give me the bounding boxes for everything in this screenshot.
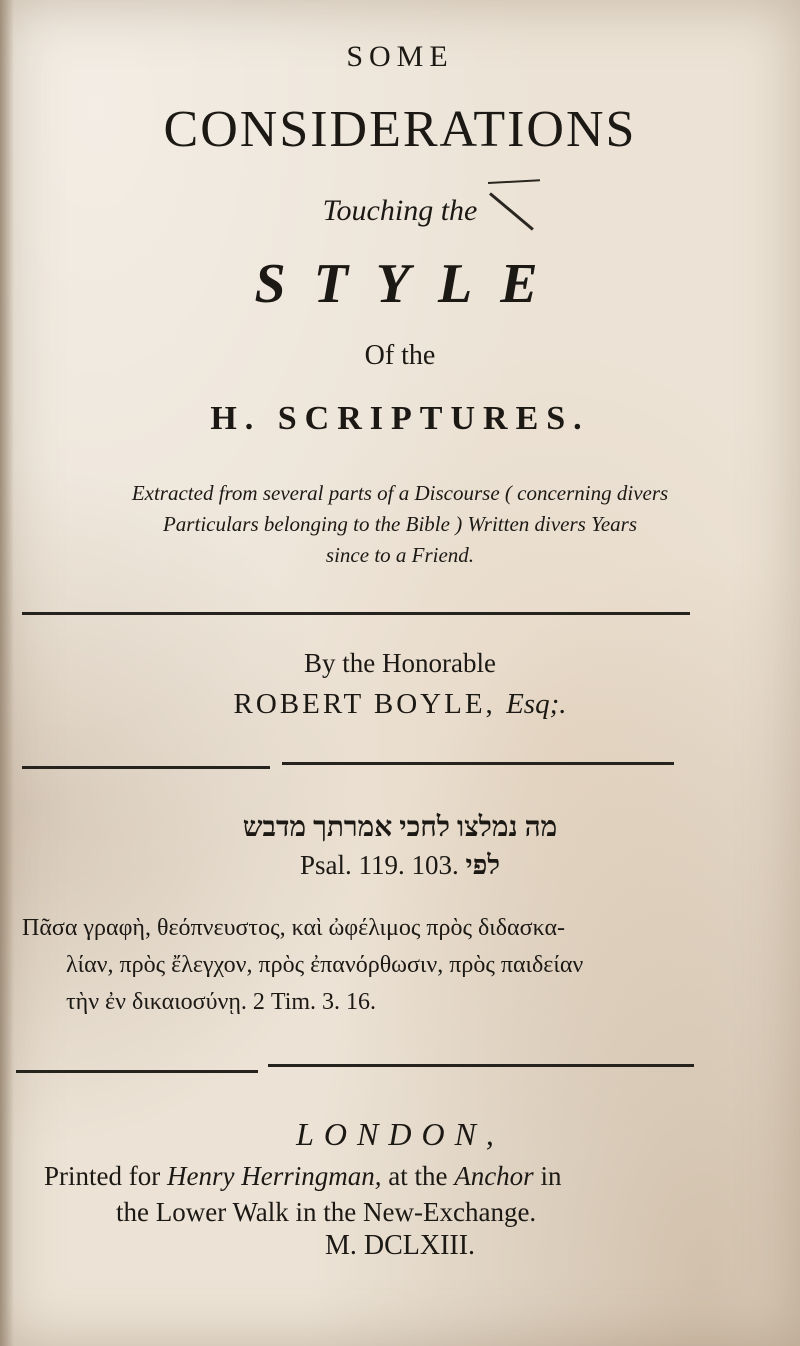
imprint-line-1 <box>44 1158 684 1194</box>
rule-divider <box>22 612 690 615</box>
psalm-reference: Psal. 119. 103. <box>300 850 459 880</box>
imprint-in: in <box>540 1161 562 1191</box>
greek-line-2: λίαν, πρὸς ἔλεγχον, πρὸς ἐπανόρθωσιν, πρὸς παιδείαν <box>66 952 584 978</box>
imprint-line-2: the Lower Walk in the New-Exchange. <box>116 1197 537 1227</box>
title-touching-the: Touching the <box>322 194 478 227</box>
author-suffix: Esq;. <box>506 688 567 720</box>
title-considerations: CONSIDERATIONS <box>163 101 637 158</box>
subtitle-line-2: Particulars belonging to the Bible ) Written divers Years <box>162 512 638 536</box>
hebrew-end-word: לפי <box>465 850 500 880</box>
imprint-at-the: at the <box>388 1161 448 1191</box>
ink-mark <box>488 179 540 184</box>
greek-line-1: Πᾶσα γραφὴ, θεόπνευστος, καὶ ὠφέλιμος πρὸς διδασκα- <box>22 915 566 941</box>
greek-epigraph <box>22 910 694 1021</box>
psalm-citation-line <box>0 850 800 881</box>
title-scriptures: H. SCRIPTURES. <box>210 400 590 437</box>
rule-divider <box>22 766 270 769</box>
greek-line-3-text: τὴν ἐν δικαιοσύνῃ. <box>66 989 247 1015</box>
tim-reference: 2 Tim. 3. 16. <box>252 989 377 1015</box>
imprint-printed-for: Printed for <box>44 1161 161 1191</box>
subtitle-line-1: Extracted from several parts of a Discourse ( concerning divers <box>131 481 669 505</box>
imprint-printer: Henry Herringman, <box>166 1161 382 1191</box>
rule-divider <box>16 1070 258 1073</box>
imprint-city: LONDON, <box>296 1116 504 1152</box>
imprint-lines <box>44 1158 684 1230</box>
author-name: ROBERT BOYLE, <box>233 688 496 720</box>
subtitle-line-3: since to a Friend. <box>325 543 475 567</box>
title-some: SOME <box>346 40 454 73</box>
hebrew-epigraph: מה נמלצו לחכי אמרתך מדבש <box>242 812 558 843</box>
greek-line-3 <box>22 984 694 1021</box>
title-style: STYLE <box>254 253 566 315</box>
subtitle-extract <box>0 478 800 571</box>
author-line <box>0 688 800 721</box>
imprint-sign: Anchor <box>454 1161 534 1191</box>
imprint-date: M. DCLXIII. <box>324 1230 476 1261</box>
by-line: By the Honorable <box>304 648 496 678</box>
rule-divider <box>268 1064 694 1067</box>
rule-divider <box>282 762 674 765</box>
title-of-the: Of the <box>364 340 436 371</box>
